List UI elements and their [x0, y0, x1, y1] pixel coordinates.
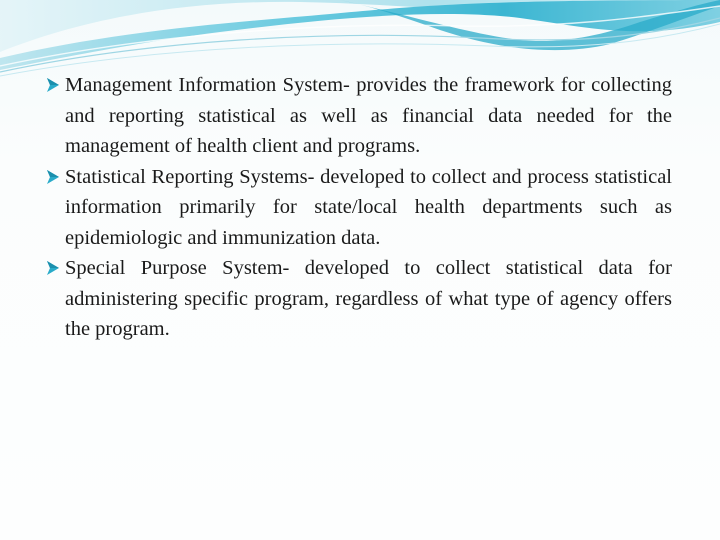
- bullet-text: Management Information System- provides the framework for collecting and reporting statistical as well as financial data needed for the management of health client and programs.: [65, 74, 672, 157]
- bullet-list: [45, 70, 672, 345]
- checkmark-arrow-icon: [45, 162, 61, 192]
- bullet-item: [45, 70, 672, 162]
- bullet-item: [45, 253, 672, 345]
- checkmark-arrow-icon: [45, 70, 61, 100]
- checkmark-arrow-icon: [45, 253, 61, 283]
- bullet-item: [45, 162, 672, 254]
- bullet-text: Special Purpose System- developed to collect statistical data for administering specific program, regardless of what type of agency offers the program.: [65, 257, 672, 340]
- bullet-text: Statistical Reporting Systems- developed to collect and process statistical information primarily for state/local health departments such as epidemiologic and immunization data.: [65, 165, 672, 249]
